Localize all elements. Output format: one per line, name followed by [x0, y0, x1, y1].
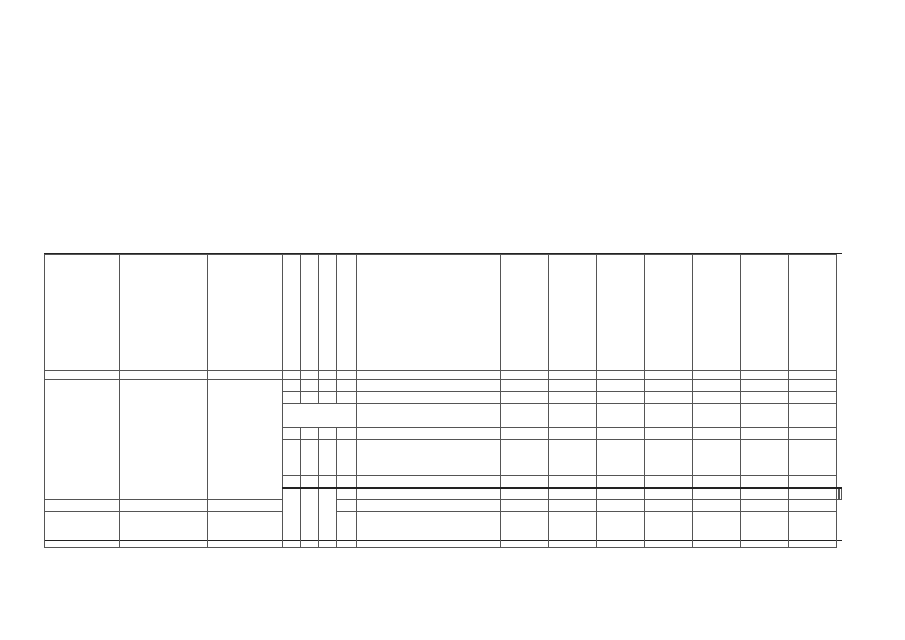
table-cell: [501, 440, 549, 476]
table-cell: [549, 476, 597, 488]
table-cell: [693, 404, 741, 428]
table-cell: [597, 392, 645, 404]
table-cell: [741, 476, 789, 488]
table-cell: [120, 500, 208, 512]
annex-line: [575, 150, 845, 164]
header-cell: [45, 255, 120, 371]
header-cell: [319, 255, 337, 371]
table-cell: [645, 476, 693, 488]
table-cell: [789, 440, 837, 476]
table-cell: [549, 488, 597, 500]
table-cell: [357, 476, 501, 488]
table-cell: [549, 428, 597, 440]
table-cell: [597, 440, 645, 476]
index-cell: [501, 371, 549, 380]
table-cell: [283, 380, 301, 392]
table-cell: [357, 440, 501, 476]
table-cell: [283, 392, 301, 404]
table-cell: [45, 512, 120, 548]
table-cell: [301, 476, 319, 488]
annex-line: [575, 114, 845, 128]
header-cell: [693, 255, 741, 371]
resource-table-frame: [44, 253, 842, 541]
header-cell: [357, 255, 501, 371]
page-number: [0, 40, 905, 54]
table-row: [45, 380, 842, 392]
table-cell: [357, 428, 501, 440]
table-cell: [549, 404, 597, 428]
table-cell: [301, 392, 319, 404]
index-cell: [301, 371, 319, 380]
header-cell: [789, 255, 837, 371]
index-cell: [283, 371, 301, 380]
index-cell: [357, 371, 501, 380]
table-cell: [549, 512, 597, 548]
table-cell: [789, 488, 837, 500]
index-cell: [693, 371, 741, 380]
table-cell: [319, 440, 337, 476]
table-cell: [283, 440, 301, 476]
heading-line: [100, 210, 805, 224]
index-cell: [120, 371, 208, 380]
table-cell: [741, 512, 789, 548]
annex-line: [575, 96, 845, 110]
table-cell: [501, 380, 549, 392]
table-cell: [789, 428, 837, 440]
table-cell: [301, 380, 319, 392]
table-cell: [208, 380, 283, 500]
resource-table: [44, 254, 842, 548]
table-cell: [501, 404, 549, 428]
table-cell: [693, 476, 741, 488]
table-cell: [597, 380, 645, 392]
table-cell: [357, 380, 501, 392]
header-cell: [597, 255, 645, 371]
table-cell: [645, 488, 693, 500]
table-cell: [301, 440, 319, 476]
index-cell: [45, 371, 120, 380]
table-cell: [693, 428, 741, 440]
table-cell: [283, 488, 301, 548]
table-cell: [301, 488, 319, 548]
document-heading: [100, 192, 805, 242]
table-cell: [45, 380, 120, 500]
table-cell: [597, 512, 645, 548]
table-cell: [789, 476, 837, 488]
header-cell: [741, 255, 789, 371]
table-cell: [357, 392, 501, 404]
table-cell: [693, 512, 741, 548]
table-cell: [549, 380, 597, 392]
table-cell: [789, 404, 837, 428]
table-cell: [337, 428, 357, 440]
table-cell: [741, 404, 789, 428]
table-cell: [283, 476, 301, 488]
table-cell: [337, 392, 357, 404]
table-cell: [337, 380, 357, 392]
intro-line: [96, 78, 516, 92]
table-cell: [337, 500, 357, 512]
table-cell: [501, 392, 549, 404]
table-row: [45, 500, 842, 512]
table-cell: [645, 404, 693, 428]
table-cell: [357, 512, 501, 548]
table-cell: [319, 488, 337, 548]
table-cell: [597, 404, 645, 428]
table-cell: [337, 476, 357, 488]
table-cell: [208, 512, 283, 548]
table-cell: [693, 488, 741, 500]
table-cell: [645, 392, 693, 404]
heading-line: [100, 228, 805, 242]
table-cell: [501, 428, 549, 440]
index-cell: [208, 371, 283, 380]
table-cell: [741, 440, 789, 476]
table-cell: [301, 428, 319, 440]
index-cell: [741, 371, 789, 380]
table-cell: [693, 380, 741, 392]
table-cell: [357, 488, 501, 500]
table-cell: [597, 488, 645, 500]
table-cell: [789, 500, 837, 512]
table-cell: [357, 404, 501, 428]
table-cell: [693, 392, 741, 404]
index-cell: [789, 371, 837, 380]
index-cell: [597, 371, 645, 380]
table-cell: [645, 380, 693, 392]
table-row: [45, 512, 842, 548]
table-cell: [741, 380, 789, 392]
table-cell: [501, 476, 549, 488]
table-cell: [319, 428, 337, 440]
table-cell: [645, 428, 693, 440]
table-cell: [789, 380, 837, 392]
table-cell: [319, 476, 337, 488]
table-cell: [645, 440, 693, 476]
table-cell: [120, 380, 208, 500]
table-cell: [337, 440, 357, 476]
table-cell: [337, 488, 357, 500]
index-cell: [549, 371, 597, 380]
header-cell: [283, 255, 301, 371]
table-cell: [741, 488, 789, 500]
header-cell: [208, 255, 283, 371]
header-row: [45, 255, 842, 371]
header-cell: [645, 255, 693, 371]
table-cell: [45, 500, 120, 512]
heading-line: [100, 192, 805, 206]
annex-line: [575, 132, 845, 146]
table-cell: [645, 512, 693, 548]
table-cell: [840, 488, 842, 500]
table-cell: [501, 500, 549, 512]
table-cell: [789, 512, 837, 548]
table-cell: [645, 500, 693, 512]
table-cell: [597, 500, 645, 512]
table-cell: [337, 512, 357, 548]
table-cell: [597, 476, 645, 488]
table-cell: [693, 440, 741, 476]
header-cell: [501, 255, 549, 371]
table-cell: [549, 392, 597, 404]
index-cell: [319, 371, 337, 380]
table-cell: [208, 500, 283, 512]
table-cell: [501, 488, 549, 500]
table-cell: [789, 392, 837, 404]
header-cell: [301, 255, 319, 371]
table-cell: [741, 500, 789, 512]
table-cell: [319, 392, 337, 404]
table-cell: [693, 500, 741, 512]
table-cell: [597, 428, 645, 440]
header-cell: [120, 255, 208, 371]
table-cell: [501, 512, 549, 548]
table-cell: [283, 404, 357, 428]
header-cell: [549, 255, 597, 371]
annex-block: [575, 96, 845, 174]
table-cell: [549, 440, 597, 476]
table-cell: [741, 392, 789, 404]
table-cell: [357, 500, 501, 512]
table-cell: [283, 428, 301, 440]
column-index-row: [45, 371, 842, 380]
index-cell: [645, 371, 693, 380]
table-cell: [319, 380, 337, 392]
table-cell: [741, 428, 789, 440]
header-cell: [337, 255, 357, 371]
table-cell: [120, 512, 208, 548]
index-cell: [337, 371, 357, 380]
table-cell: [549, 500, 597, 512]
